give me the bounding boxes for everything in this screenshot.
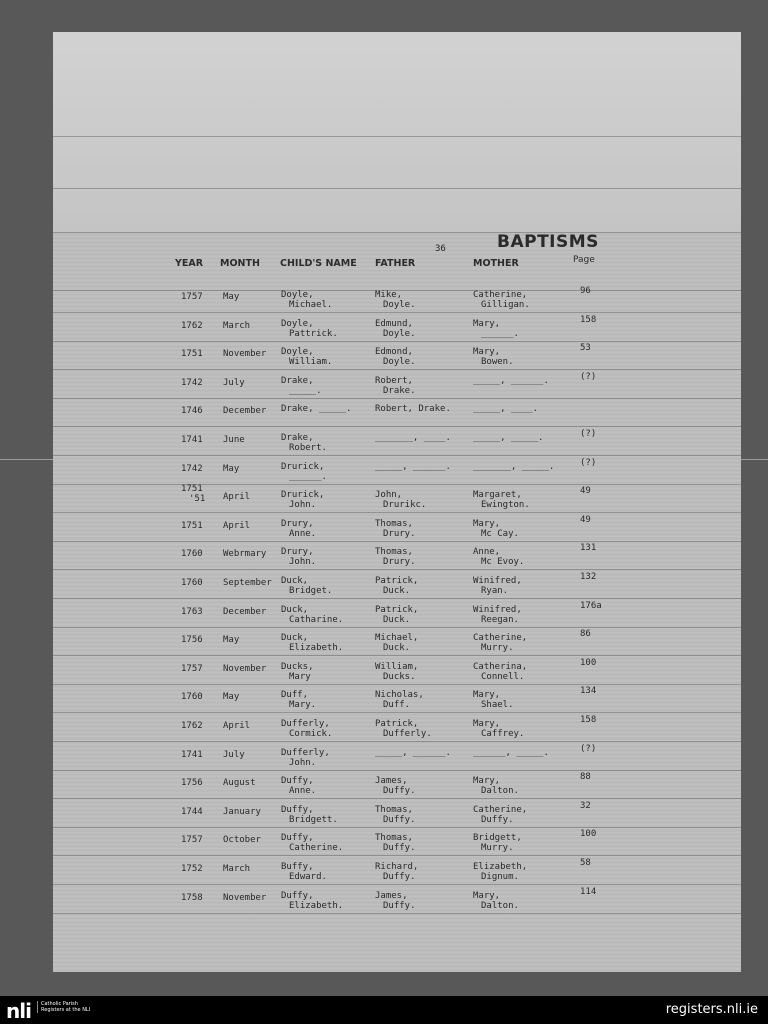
row-rule bbox=[53, 884, 741, 885]
row-rule bbox=[53, 770, 741, 771]
row-child: Drake, _____. bbox=[281, 404, 352, 415]
row-father: Thomas, Duffy. bbox=[375, 833, 416, 854]
row-father: Thomas, Drury. bbox=[375, 518, 416, 539]
row-mother: Mary, Dalton. bbox=[473, 776, 519, 797]
row-father: Edmond, Doyle. bbox=[375, 347, 416, 368]
row-month: May bbox=[223, 635, 240, 646]
row-child: Duffy, Anne. bbox=[281, 776, 317, 797]
row-page: 49 bbox=[580, 514, 591, 525]
row-child: Duck, Catharine. bbox=[281, 604, 344, 625]
row-rule bbox=[53, 798, 741, 799]
row-year: 1742 bbox=[181, 463, 203, 474]
row-father: Michael, Duck. bbox=[375, 633, 419, 654]
row-month: August bbox=[223, 778, 256, 789]
row-year: 1758 bbox=[181, 892, 203, 903]
row-father: Patrick, Dufferly. bbox=[375, 719, 432, 739]
page-title: BAPTISMS bbox=[497, 232, 599, 252]
row-page: 96 bbox=[580, 286, 591, 296]
col-header-page: Page bbox=[573, 255, 595, 265]
col-header-mother: MOTHER bbox=[473, 258, 519, 269]
row-year: 1762 bbox=[181, 721, 203, 731]
scan-edge-line bbox=[741, 459, 768, 460]
row-page: 132 bbox=[580, 572, 597, 582]
row-child: Ducks, Mary bbox=[281, 661, 314, 682]
row-month: July bbox=[223, 749, 245, 760]
row-mother: Mary, Caffrey. bbox=[473, 719, 525, 739]
row-page: 158 bbox=[580, 715, 597, 725]
row-rule bbox=[53, 741, 741, 742]
row-page: 134 bbox=[580, 686, 597, 697]
row-child: Buffy, Edward. bbox=[281, 862, 327, 882]
row-rule bbox=[53, 855, 741, 856]
row-rule bbox=[53, 484, 741, 485]
row-rule bbox=[53, 712, 741, 713]
row-father: Thomas, Drury. bbox=[375, 547, 416, 568]
row-year: 1746 bbox=[181, 406, 203, 417]
row-child: Doyle, William. bbox=[281, 347, 333, 368]
row-month: March bbox=[223, 320, 251, 331]
row-year: 1744 bbox=[181, 806, 203, 817]
row-child: Drurick, John. bbox=[281, 490, 325, 511]
row-mother: Mary, Bowen. bbox=[473, 347, 514, 368]
row-mother: _____, _____. bbox=[473, 433, 544, 443]
col-header-month: MONTH bbox=[220, 258, 260, 269]
row-month: May bbox=[223, 692, 240, 703]
row-rule bbox=[53, 684, 741, 685]
row-rule bbox=[53, 655, 741, 656]
row-rule bbox=[53, 827, 741, 828]
row-father: John, Drurikc. bbox=[375, 490, 427, 511]
row-father: _____, ______. bbox=[375, 461, 451, 472]
row-page: (?) bbox=[580, 457, 597, 468]
row-rule bbox=[53, 512, 741, 513]
row-child: Duffy, Elizabeth. bbox=[281, 890, 344, 911]
row-father: _______, ____. bbox=[375, 433, 451, 443]
row-child: Dufferly, Cormick. bbox=[281, 719, 333, 739]
row-father: Richard, Duffy. bbox=[375, 862, 419, 882]
row-page: 53 bbox=[580, 343, 591, 354]
row-rule bbox=[53, 627, 741, 628]
row-father: Patrick, Duck. bbox=[375, 576, 419, 596]
row-year: 1756 bbox=[181, 778, 203, 789]
row-child: Doyle, Michael. bbox=[281, 290, 333, 310]
row-year: 1751 bbox=[181, 520, 203, 531]
col-header-year: YEAR bbox=[175, 258, 204, 269]
row-father: Nicholas, Duff. bbox=[375, 690, 424, 711]
row-month: January bbox=[223, 806, 261, 817]
row-month: November bbox=[223, 663, 267, 674]
row-year: 1742 bbox=[181, 377, 203, 388]
row-father: Robert, Drake. bbox=[375, 404, 451, 415]
row-month: December bbox=[223, 406, 267, 417]
row-month: June bbox=[223, 435, 245, 445]
row-mother: ______, _____. bbox=[473, 747, 549, 758]
row-page: (?) bbox=[580, 371, 597, 382]
row-rule bbox=[53, 541, 741, 542]
row-mother: Catherine, Gilligan. bbox=[473, 290, 530, 310]
row-page: 88 bbox=[580, 772, 591, 783]
row-mother: Bridgett, Murry. bbox=[473, 833, 522, 854]
row-mother: Mary, ______. bbox=[473, 318, 519, 339]
site-link[interactable]: registers.nli.ie bbox=[665, 1002, 758, 1017]
row-father: Patrick, Duck. bbox=[375, 604, 419, 625]
row-month: Webrmary bbox=[223, 549, 267, 560]
row-mother: Mary, Dalton. bbox=[473, 890, 519, 911]
row-rule bbox=[53, 369, 741, 370]
row-year: 1760 bbox=[181, 692, 203, 703]
row-father: James, Duffy. bbox=[375, 890, 416, 911]
row-father: Thomas, Duffy. bbox=[375, 804, 416, 825]
row-month: May bbox=[223, 292, 240, 302]
row-page: 32 bbox=[580, 800, 591, 811]
row-child: Doyle, Pattrick. bbox=[281, 318, 338, 339]
row-child: Drake, _____. bbox=[281, 375, 322, 396]
scan-edge-line bbox=[0, 459, 53, 460]
row-page: (?) bbox=[580, 743, 597, 754]
row-month: May bbox=[223, 463, 240, 474]
row-year: 1762 bbox=[181, 320, 203, 331]
row-year: 1757 bbox=[181, 663, 203, 674]
row-year: 1751 bbox=[181, 349, 203, 360]
col-header-father: FATHER bbox=[375, 258, 416, 269]
row-child: Duffy, Bridgett. bbox=[281, 804, 338, 825]
row-page: 114 bbox=[580, 886, 597, 897]
row-page: 131 bbox=[580, 543, 597, 554]
row-father: James, Duffy. bbox=[375, 776, 416, 797]
nli-logo[interactable]: nli bbox=[6, 999, 31, 1023]
col-header-child: CHILD'S NAME bbox=[280, 258, 357, 269]
row-year: 1757 bbox=[181, 835, 203, 846]
row-child: Drury, John. bbox=[281, 547, 317, 568]
row-mother: Margaret, Ewington. bbox=[473, 490, 530, 511]
row-father: Mike, Doyle. bbox=[375, 290, 416, 310]
row-month: March bbox=[223, 864, 251, 874]
row-rule bbox=[53, 426, 741, 427]
row-year: 1756 bbox=[181, 635, 203, 646]
row-month: September bbox=[223, 578, 272, 588]
row-father: Robert, Drake. bbox=[375, 375, 416, 396]
row-year: 1760 bbox=[181, 578, 203, 588]
row-page: 86 bbox=[580, 629, 591, 640]
row-year: 1741 bbox=[181, 749, 203, 760]
row-child: Duff, Mary. bbox=[281, 690, 317, 711]
row-child: Duffy, Catherine. bbox=[281, 833, 344, 854]
row-father: William, Ducks. bbox=[375, 661, 419, 682]
row-month: April bbox=[223, 492, 251, 503]
row-child: Drake, Robert. bbox=[281, 433, 327, 453]
row-month: October bbox=[223, 835, 261, 846]
logo-caption: Catholic Parish Registers at the NLI bbox=[37, 1001, 101, 1013]
row-rule bbox=[53, 598, 741, 599]
row-year: 1752 bbox=[181, 864, 203, 874]
row-month: November bbox=[223, 349, 267, 360]
row-mother: Winifred, Ryan. bbox=[473, 576, 522, 596]
row-rule bbox=[53, 569, 741, 570]
row-mother: Catherina, Connell. bbox=[473, 661, 528, 682]
row-child: Drury, Anne. bbox=[281, 518, 317, 539]
row-mother: Catherine, Duffy. bbox=[473, 804, 528, 825]
row-mother: _______, _____. bbox=[473, 461, 555, 472]
row-mother: Winifred, Reegan. bbox=[473, 604, 522, 625]
row-child: Dufferly, John. bbox=[281, 747, 330, 768]
row-mother: Catherine, Murry. bbox=[473, 633, 528, 654]
row-rule bbox=[53, 913, 741, 914]
row-year: 1741 bbox=[181, 435, 203, 445]
row-mother: _____, ______. bbox=[473, 375, 549, 386]
row-page: 58 bbox=[580, 858, 591, 868]
row-mother: Mary, Shael. bbox=[473, 690, 514, 711]
row-page: 158 bbox=[580, 314, 597, 325]
row-mother: Elizabeth, Dignum. bbox=[473, 862, 528, 882]
register-page bbox=[53, 32, 741, 972]
row-month: November bbox=[223, 892, 267, 903]
row-page: 176a bbox=[580, 600, 602, 611]
row-month: April bbox=[223, 520, 251, 531]
row-page: 100 bbox=[580, 829, 597, 840]
footer-bar bbox=[0, 996, 768, 1024]
row-father: Edmund, Doyle. bbox=[375, 318, 416, 339]
row-year: 1751 '51 bbox=[181, 484, 206, 505]
row-year: 1760 bbox=[181, 549, 203, 560]
row-rule bbox=[53, 398, 741, 399]
row-rule bbox=[53, 455, 741, 456]
row-mother: Anne, Mc Evoy. bbox=[473, 547, 525, 568]
row-year: 1763 bbox=[181, 606, 203, 617]
row-mother: _____, ____. bbox=[473, 404, 539, 415]
row-father: _____, ______. bbox=[375, 747, 451, 758]
row-page: (?) bbox=[580, 429, 597, 439]
row-page: 100 bbox=[580, 657, 597, 668]
row-year: 1757 bbox=[181, 292, 203, 302]
row-mother: Mary, Mc Cay. bbox=[473, 518, 519, 539]
row-month: April bbox=[223, 721, 251, 731]
row-child: Drurick, ______. bbox=[281, 461, 327, 482]
row-child: Duck, Bridget. bbox=[281, 576, 333, 596]
row-month: December bbox=[223, 606, 267, 617]
page-number: 36 bbox=[435, 244, 446, 254]
row-rule bbox=[53, 341, 741, 342]
row-rule bbox=[53, 312, 741, 313]
row-child: Duck, Elizabeth. bbox=[281, 633, 344, 654]
row-page: 49 bbox=[580, 486, 591, 497]
row-month: July bbox=[223, 377, 245, 388]
